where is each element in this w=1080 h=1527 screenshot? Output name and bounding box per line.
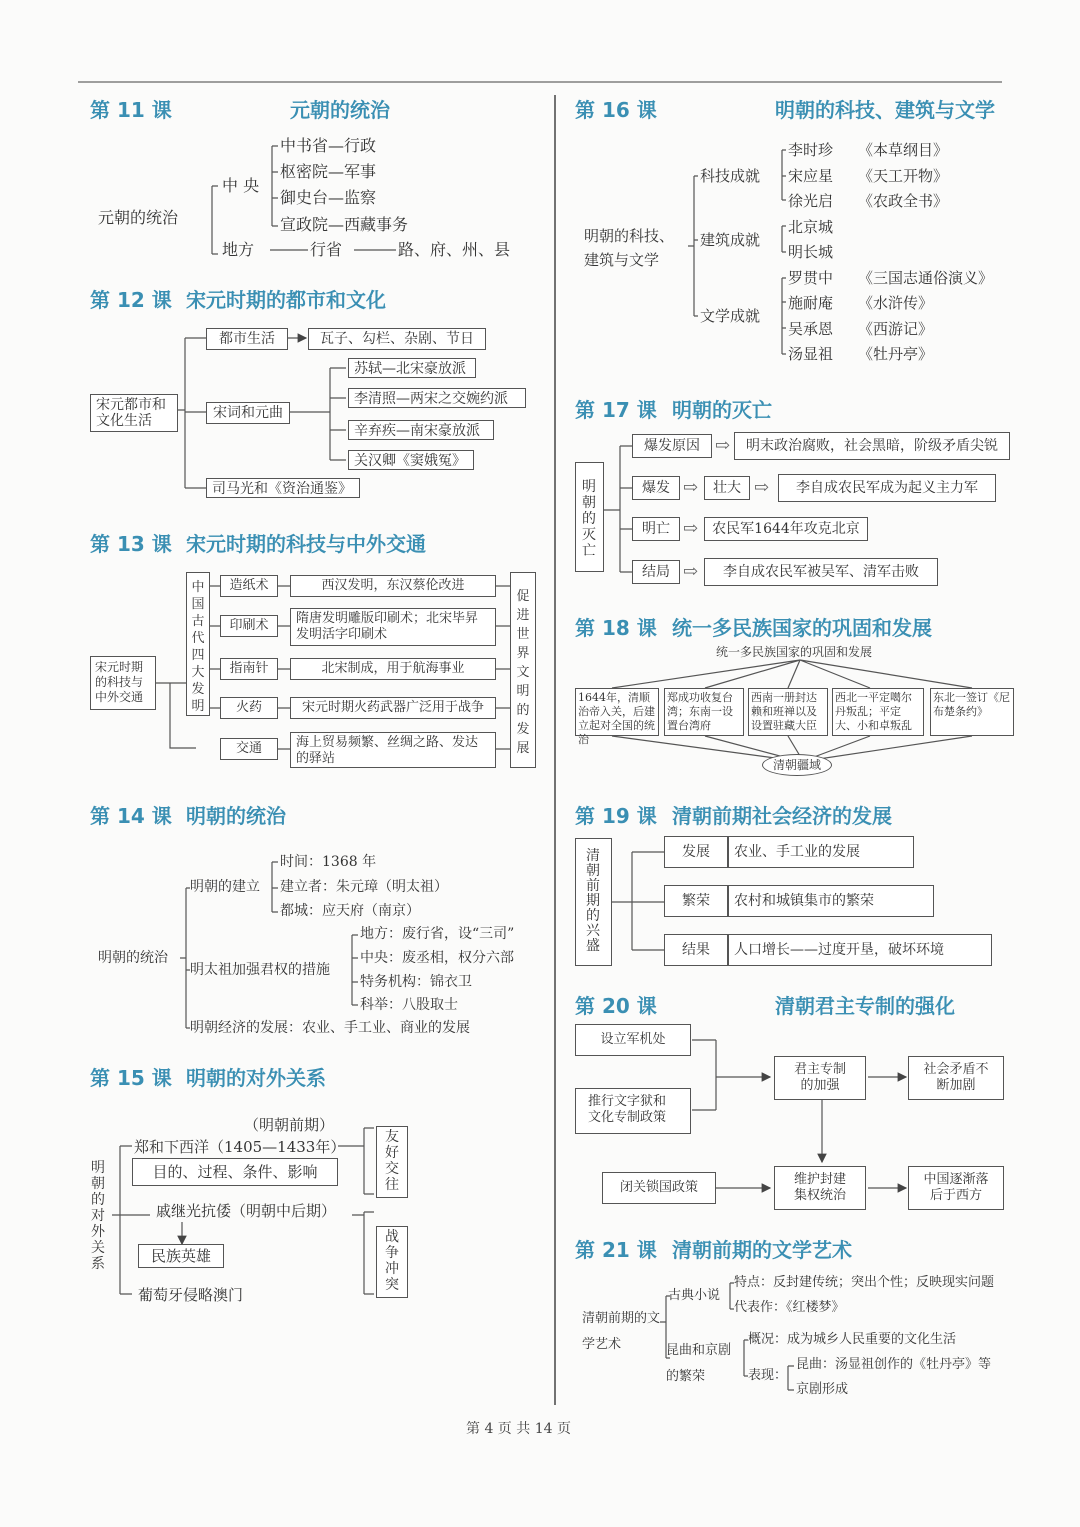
person: 罗贯中 (788, 269, 834, 287)
root-label: 明朝的科技、建筑与文学 (584, 227, 675, 269)
center-label: 中 央 (222, 176, 260, 195)
item: 枢密院—军事 (280, 162, 377, 181)
city-detail-box: 瓦子、勾栏、杂剧、节日 (308, 328, 486, 350)
invention-box: 指南针 (220, 658, 278, 680)
cause-box: 设立军机处 (575, 1024, 691, 1056)
result-box: 中国逐渐落后于西方 (908, 1166, 1004, 1210)
jingju-label: 京剧形成 (796, 1382, 849, 1397)
feature-label: 特点：反封建传统；突出个性；反映现实问题 (734, 1275, 995, 1290)
friend-box (376, 1126, 408, 1198)
lesson-11-title: 第 11 课 (90, 98, 172, 122)
lesson-20-title: 第 20 课 (575, 994, 657, 1018)
detail-box: 北宋制成，用于航海事业 (290, 658, 496, 680)
territory-box: 1644年，清顺治帝入关，后建立起对全国的统治 (575, 688, 659, 736)
root-label: 元朝的统治 (98, 208, 179, 227)
lesson-16-title: 第 16 课 (575, 98, 657, 122)
page-number: 第 4 页 共 14 页 (466, 1421, 571, 1437)
show-label: 表现： (748, 1368, 788, 1383)
detail-box: 隋唐发明雕版印刷术；北宋毕昇发明活字印刷术 (290, 608, 496, 646)
poet-box: 李清照—两宋之交婉约派 (348, 388, 526, 408)
lesson-21-title: 第 21 课 (575, 1238, 657, 1262)
four-inventions-label: 中国古代四大发明 (191, 580, 205, 714)
novel-label: 古典小说 (668, 1288, 721, 1303)
book: 《三国志通俗演义》 (858, 269, 994, 287)
city-life-box: 都市生活 (206, 328, 288, 350)
key-box: 繁荣 (664, 885, 728, 917)
root-label: 清朝前期的文学艺术 (582, 1311, 661, 1352)
establish-label: 明朝的建立 (190, 879, 260, 895)
world-civilization-label: 促进世界文明的发展 (516, 589, 530, 756)
diagram-subtitle: 统一多民族国家的巩固和发展 (716, 645, 873, 659)
lesson-17-topic: 明朝的灭亡 (672, 398, 772, 422)
lit-label: 文学成就 (700, 307, 761, 325)
hero-box: 民族英雄 (138, 1244, 224, 1268)
item: 中书省—行政 (280, 136, 377, 155)
root-label: 明朝的对外关系 (91, 1160, 105, 1272)
friend-label: 友好交往 (385, 1129, 399, 1193)
measure-item: 中央：废丞相，权分六部 (360, 950, 514, 966)
root-box (575, 838, 612, 966)
root-box (575, 462, 604, 572)
arrow-icon: ⇨ (754, 477, 770, 498)
value-box: 明末政治腐败，社会黑暗，阶级矛盾尖锐 (734, 432, 1010, 460)
economy-label: 明朝经济的发展：农业、手工业、商业的发展 (190, 1020, 470, 1036)
key-box: 爆发原因 (632, 434, 712, 458)
founder-label: 建立者：朱元璋（明太祖） (280, 879, 448, 895)
value-box: 农村和城镇集市的繁荣 (728, 885, 934, 917)
value-box: 李自成农民军被吴军、清军击败 (704, 558, 938, 586)
time-label: 时间：1368 年 (280, 854, 377, 870)
four-inventions-box (186, 572, 210, 716)
lesson-20-topic: 清朝君主专制的强化 (775, 994, 955, 1018)
measure-item: 地方：废行省，设“三司” (360, 926, 515, 942)
lesson-17-title: 第 17 课 (575, 398, 657, 422)
cause-box: 闭关锁国政策 (602, 1172, 716, 1204)
territory-box: 郑成功收复台湾；东南一设置台湾府 (664, 688, 744, 736)
lesson-19-topic: 清朝前期社会经济的发展 (672, 804, 892, 828)
war-label: 战争冲突 (385, 1229, 399, 1293)
key-box: 爆发 (632, 476, 680, 500)
result-box: 社会矛盾不断加剧 (908, 1056, 1004, 1100)
purpose-box: 目的、过程、条件、影响 (132, 1158, 338, 1186)
lesson-14-title: 第 14 课 (90, 804, 172, 828)
lesson-21-topic: 清朝前期的文学艺术 (672, 1238, 852, 1262)
songci-box: 宋词和元曲 (206, 402, 290, 424)
representative-label: 代表作：《红楼梦》 (734, 1300, 845, 1315)
lesson-14-topic: 明朝的统治 (186, 804, 286, 828)
lesson-16-topic: 明朝的科技、建筑与文学 (775, 98, 995, 122)
kunqu-label: 昆曲：汤显祖创作的《牡丹亭》等 (796, 1357, 992, 1372)
value-box: 农业、手工业的发展 (728, 836, 914, 868)
lesson-18-topic: 统一多民族国家的巩固和发展 (672, 616, 932, 640)
qi-label: 戚继光抗倭（明朝中后期） (156, 1202, 337, 1220)
book: 《农政全书》 (858, 192, 949, 210)
invention-box: 造纸术 (220, 575, 278, 597)
book: 《西游记》 (858, 320, 934, 338)
capital-label: 都城：应天府（南京） (280, 903, 420, 919)
detail-box: 宋元时期火药武器广泛用于战争 (290, 697, 496, 719)
detail-box: 海上贸易频繁、丝绸之路、发达的驿站 (290, 732, 496, 768)
arrow-icon: ⇨ (715, 435, 731, 456)
early-label: （明朝前期） (244, 1116, 335, 1134)
measure-item: 特务机构：锦衣卫 (360, 974, 472, 990)
overview-label: 概况：成为城乡人民重要的文化生活 (748, 1332, 957, 1347)
book: 《牡丹亭》 (858, 345, 934, 363)
arrow-icon: ⇨ (683, 518, 699, 539)
person: 宋应星 (788, 167, 834, 185)
key-box: 发展 (664, 836, 728, 868)
item: 宣政院—西藏事务 (280, 215, 409, 234)
lesson-13-topic: 宋元时期的科技与中外交通 (186, 532, 426, 556)
invention-box: 印刷术 (220, 615, 278, 637)
province-label: 行省 (310, 240, 343, 259)
sima-box: 司马光和《资治通鉴》 (206, 478, 360, 498)
item: 御史台—监察 (280, 188, 377, 207)
book: 《本草纲目》 (858, 141, 949, 159)
war-box (376, 1226, 408, 1298)
lesson-12-topic: 宋元时期的都市和文化 (186, 288, 386, 312)
person: 李时珍 (788, 141, 834, 159)
person: 施耐庵 (788, 294, 834, 312)
person: 吴承恩 (788, 320, 834, 338)
lesson-12-title: 第 12 课 (90, 288, 172, 312)
portugal-label: 葡萄牙侵略澳门 (138, 1286, 244, 1304)
root-box: 宋元时期的科技与中外交通 (90, 656, 156, 710)
territory-box: 西北一平定噶尔丹叛乱；平定大、小和卓叛乱 (832, 688, 924, 736)
cause-box: 推行文字狱和文化专制政策 (575, 1088, 691, 1134)
person: 徐光启 (788, 192, 834, 210)
territory-box: 西南一册封达赖和班禅以及设置驻藏大臣 (748, 688, 828, 736)
key-box: 结果 (664, 934, 728, 966)
building: 明长城 (788, 243, 834, 261)
units-label: 路、府、州、县 (398, 240, 511, 259)
root-box: 宋元都市和文化生活 (90, 394, 178, 432)
opera-label: 昆曲和京剧的繁荣 (666, 1343, 732, 1384)
arrow-icon: ⇨ (683, 561, 699, 582)
value-box: 李自成农民军成为起义主力军 (778, 474, 996, 502)
lesson-18-title: 第 18 课 (575, 616, 657, 640)
person: 汤显祖 (788, 345, 834, 363)
zhenghe-label: 郑和下西洋（1405—1433年） (134, 1138, 346, 1156)
lesson-13-title: 第 13 课 (90, 532, 172, 556)
value-box: 人口增长——过度开垦，破坏环境 (728, 934, 992, 966)
world-civilization-box (510, 572, 536, 768)
root-vertical (90, 1160, 110, 1280)
result-box: 维护封建集权统治 (774, 1166, 866, 1210)
territory-box: 东北一签订《尼布楚条约》 (930, 688, 1014, 736)
measures-label: 明太祖加强君权的措施 (190, 962, 330, 978)
root-label: 明朝的统治 (98, 950, 168, 966)
detail-box: 西汉发明，东汉蔡伦改进 (290, 575, 496, 597)
lesson-19-title: 第 19 课 (575, 804, 657, 828)
invention-box: 交通 (220, 738, 278, 760)
poet-box: 关汉卿《窦娥冤》 (348, 450, 474, 470)
lesson-15-title: 第 15 课 (90, 1066, 172, 1090)
poet-box: 辛弃疾—南宋豪放派 (348, 420, 494, 440)
building: 北京城 (788, 218, 834, 236)
root-label: 明朝的灭亡 (582, 479, 596, 559)
lesson-11-topic: 元朝的统治 (290, 98, 390, 122)
key-box: 明亡 (632, 517, 680, 541)
lesson-15-topic: 明朝的对外关系 (186, 1066, 326, 1090)
key-box: 结局 (632, 560, 680, 584)
book: 《水浒传》 (858, 294, 934, 312)
value-box: 农民军1644年攻克北京 (704, 517, 868, 541)
invention-box: 火药 (220, 697, 278, 719)
poet-box: 苏轼—北宋豪放派 (348, 358, 476, 378)
sci-label: 科技成就 (700, 167, 761, 185)
result-box: 君主专制的加强 (774, 1056, 866, 1100)
book: 《天工开物》 (858, 167, 949, 185)
local-label: 地方 (222, 240, 255, 259)
measure-item: 科举：八股取士 (360, 997, 458, 1013)
root-label: 清朝前期的兴盛 (586, 848, 600, 954)
qing-territory-ellipse: 清朝疆域 (762, 754, 832, 776)
value-box: 壮大 (704, 476, 750, 500)
arrow-icon: ⇨ (683, 477, 699, 498)
arch-label: 建筑成就 (700, 231, 761, 249)
